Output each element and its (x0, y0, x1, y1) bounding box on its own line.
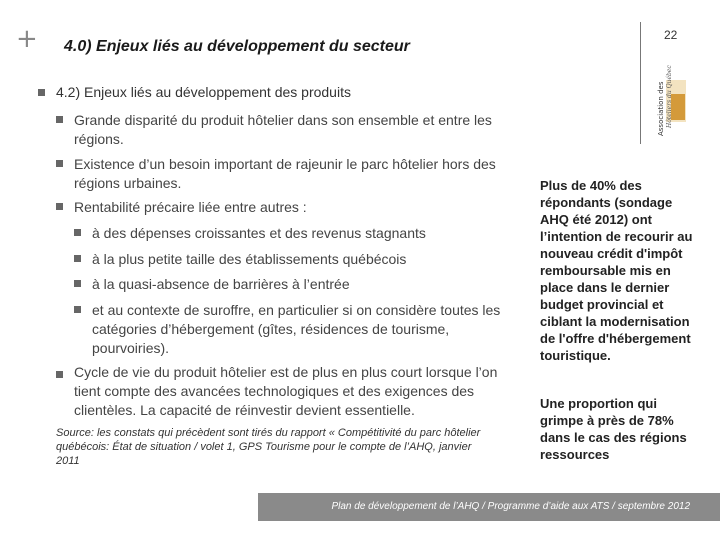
plus-icon: + (16, 24, 38, 54)
list-item: Existence d’un besoin important de rajeunir le parc hôtelier hors des régions urbaines. (74, 156, 496, 191)
header-divider (640, 22, 641, 144)
ahq-logo (651, 58, 691, 138)
sidebar-note: Une proportion qui grimpe à près de 78% dans le cas des régions ressources (540, 396, 687, 462)
footer-bar (258, 493, 720, 521)
logo-text-a: Association des (657, 81, 665, 136)
list-subitem: à des dépenses croissantes et des revenus stagnants (92, 225, 426, 241)
list-item: Rentabilité précaire liée entre autres : (74, 199, 307, 215)
list-subitem: et au contexte de suroffre, en particulier si on considère toutes les catégories d’hébergement (gîtes, résidences de tourisme, pourvoiries). (92, 302, 501, 356)
bullet-square-icon (74, 229, 81, 236)
slide-title: 4.0) Enjeux liés au développement du secteur (64, 38, 410, 55)
list-item: Cycle de vie du produit hôtelier est de plus en plus court lorsque l’on tient compte des avancées technologiques et des exigences des clientèles. La capacité de réinvestir devient essentielle. (74, 364, 498, 418)
bullet-square-icon (56, 116, 63, 123)
bullet-square-icon (56, 203, 63, 210)
list-subitem: à la quasi-absence de barrières à l’entrée (92, 276, 350, 292)
outline-level1: 4.2) Enjeux liés au développement des produits (56, 84, 351, 100)
logo-text-b: Hôteliers du Québec (666, 65, 673, 128)
footer-text: Plan de développement de l’AHQ / Programme d’aide aux ATS / septembre 2012 (331, 501, 690, 512)
page-number: 22 (664, 28, 678, 42)
bullet-square-icon (74, 306, 81, 313)
bullet-square-icon (74, 255, 81, 262)
list-item: Grande disparité du produit hôtelier dans son ensemble et entre les régions. (74, 112, 492, 147)
bullet-square-icon (74, 280, 81, 287)
source-note: Source: les constats qui précèdent sont tirés du rapport « Compétitivité du parc hôtelier québécois: État de situation / volet 1, GPS Tourisme pour le compte de l’AHQ, janvier 2011 (56, 427, 481, 467)
bullet-square-icon (38, 89, 45, 96)
bullet-square-icon (56, 160, 63, 167)
bullet-square-icon (56, 371, 63, 378)
list-subitem: à la plus petite taille des établissements québécois (92, 251, 407, 267)
sidebar-note: Plus de 40% des répondants (sondage AHQ été 2012) ont l’intention de recourir au nouveau crédit d'impôt remboursable mis en place dans le dernier budget provincial et ciblant la modernisation de l'offre d'hébergement touristique. (540, 178, 693, 363)
